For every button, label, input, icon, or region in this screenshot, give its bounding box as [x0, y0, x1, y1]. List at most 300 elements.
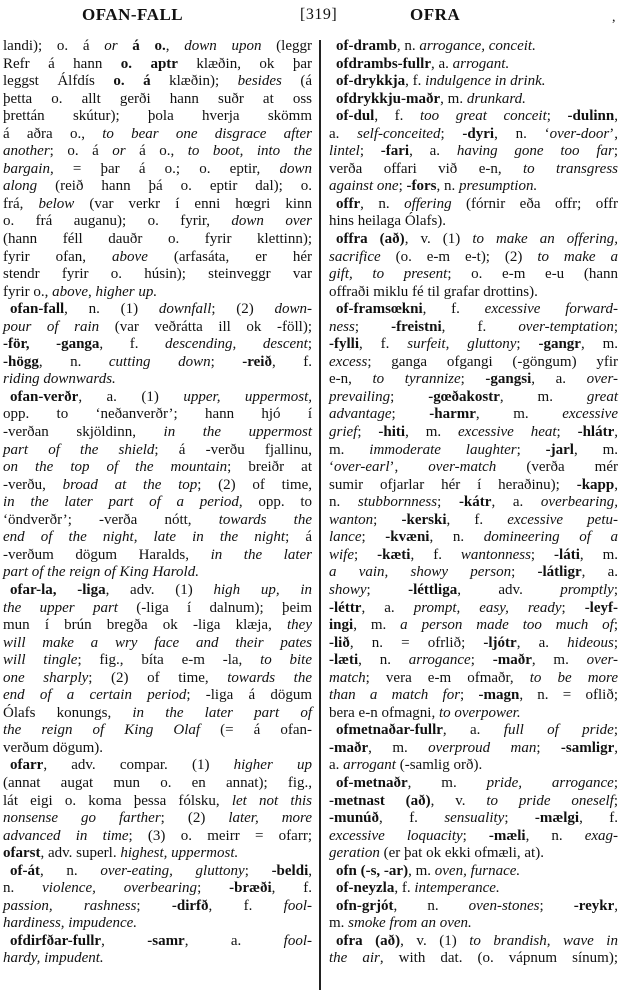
body-text: opp. to ‘neðanverðr’; hann hjó í: [3, 406, 312, 423]
right-column-line: [329, 284, 618, 302]
headword-text: -ljótr: [483, 634, 517, 651]
body-text: , f.: [579, 810, 618, 827]
headword-text: -för, -ganga: [3, 336, 100, 353]
body-text: , f.: [271, 353, 312, 370]
left-column-line: [3, 722, 312, 740]
headword-text: offra (að): [336, 231, 405, 248]
definition-text: hideous: [567, 634, 614, 651]
left-column-line: [3, 564, 312, 582]
body-text: ;: [536, 739, 561, 756]
definition-text: offering: [404, 195, 452, 212]
body-text: , a.: [409, 143, 457, 160]
body-text: ;: [460, 687, 479, 704]
definition-text: they: [287, 617, 312, 634]
body-text: , n.: [429, 529, 484, 546]
headword-text: -reið: [242, 353, 272, 370]
headword-text: -mælgi: [534, 810, 580, 827]
body-text: ; (2) of time,: [197, 476, 312, 493]
body-text: , m.: [499, 388, 587, 405]
body-text: ; breiðr at: [227, 459, 312, 476]
headword-text: ofdrykkju-maðr: [336, 90, 441, 107]
headword-text: -láti: [554, 546, 580, 563]
body-text: (fórnir eða offr; offr: [451, 195, 618, 212]
headword-text: -dyri: [462, 125, 495, 142]
headword-text: -kapp: [576, 476, 615, 493]
body-text: lát eigi o. koma þessa fólsku,: [3, 792, 232, 809]
body-text: , v. (1): [404, 231, 473, 248]
body-text: , f.: [394, 880, 415, 897]
definition-text: drunkard.: [466, 90, 526, 107]
body-text: (leggr: [261, 38, 312, 54]
body-text: ; -liga á dögum: [186, 687, 312, 704]
left-column-line: [3, 266, 312, 284]
body-text: , f.: [271, 880, 313, 897]
body-text: leggst Álfdís: [3, 73, 114, 90]
left-column-line: [3, 617, 312, 635]
right-column-line: [329, 933, 618, 951]
body-text: m.: [329, 441, 370, 458]
definition-text: violence, overbearing: [42, 880, 198, 897]
body-text: , m.: [440, 90, 467, 107]
left-column-line: [3, 161, 312, 179]
right-column-line: [329, 793, 618, 811]
left-column-line: [3, 196, 312, 214]
body-text: fyrir o.,: [3, 283, 53, 300]
definition-text: overbearing,: [540, 494, 618, 511]
definition-text: to be more: [529, 669, 618, 686]
right-column-line: [329, 38, 618, 56]
left-column-line: [3, 371, 312, 389]
body-text: ,: [101, 932, 148, 949]
body-text: , m.: [353, 617, 401, 634]
definition-text: intemperance.: [414, 880, 500, 897]
headword-text: of-framsœkni: [336, 301, 423, 318]
definition-text: the reign of King Olaf: [3, 722, 201, 739]
body-text: ;: [539, 897, 574, 914]
definition-text: smoke from an oven.: [348, 915, 472, 932]
headword-text: -látligr: [537, 564, 582, 581]
right-column-line: [329, 863, 618, 881]
body-text: , a.: [516, 634, 568, 651]
body-text: ; (2) of time,: [88, 669, 228, 686]
left-column-line: [3, 582, 312, 600]
left-column-line: [3, 213, 312, 231]
right-column-line: [329, 950, 618, 968]
body-text: klæðin, ok þar: [177, 55, 312, 72]
right-column-line: [329, 371, 618, 389]
left-column-line: [3, 898, 312, 916]
definition-text: let not this: [231, 792, 313, 809]
left-column-line: [3, 880, 312, 898]
body-text: ,: [614, 108, 618, 125]
body-text: , a.: [491, 494, 541, 511]
body-text: ,: [308, 862, 312, 879]
body-text: á o.,: [125, 143, 188, 160]
body-text: (annat augat mun o. en annat); fig.,: [3, 774, 312, 791]
body-text: ;: [361, 529, 386, 546]
right-guide-word: OFRA: [410, 5, 461, 24]
definition-text: arrogant: [343, 757, 396, 774]
left-column-line: [3, 863, 312, 881]
headword-text: -samligr: [560, 739, 615, 756]
definition-text: prompt, easy, ready: [413, 599, 562, 616]
right-column-line: [329, 126, 618, 144]
definition-text: end of a certain period: [3, 687, 187, 704]
headword-text: -læti: [329, 652, 359, 669]
left-column-line: [3, 740, 312, 758]
left-column-line: [3, 56, 312, 74]
body-text: bera e-n ofmagni,: [329, 704, 439, 721]
body-text: , f.: [359, 336, 408, 353]
left-column-line: [3, 231, 312, 249]
left-column-line: [3, 494, 312, 512]
body-text: , n.: [40, 862, 101, 879]
body-text: fyrir ofan,: [3, 248, 113, 265]
body-text: (reið hann þá o. eptir dal); o.: [37, 178, 312, 195]
headword-text: -fari: [380, 143, 410, 160]
left-column-line: [3, 442, 312, 460]
definition-text: part of the reign of King Harold.: [3, 564, 199, 581]
definition-text: domineering of a: [483, 529, 619, 546]
headword-text: of-át: [10, 862, 40, 879]
definition-text: nonsense go farther: [3, 810, 161, 827]
right-column-line: [329, 529, 618, 547]
left-column-line: [3, 547, 312, 565]
left-column-line: [3, 600, 312, 618]
body-text: landi); o. á: [3, 38, 105, 54]
headword-text: -samr: [147, 932, 185, 949]
headword-text: -léttliga: [408, 581, 458, 598]
definition-text: gift, to present: [329, 266, 448, 283]
headword-text: ofdrambs-fullr: [336, 55, 431, 72]
definition-text: higher up.: [95, 283, 158, 300]
headword-text: of-drykkja: [336, 73, 406, 90]
body-text: frá,: [3, 195, 39, 212]
right-column-line: [329, 91, 618, 109]
right-column-line: [329, 512, 618, 530]
definition-text: ness: [329, 318, 355, 335]
definition-text: over-door: [549, 125, 610, 142]
definition-text: over-temptation: [518, 318, 614, 335]
definition-text: than a match for: [329, 687, 461, 704]
body-text: (-samlig orð).: [395, 757, 483, 774]
definition-text: cutting down: [108, 353, 211, 370]
headword-text: o. aptr: [120, 55, 178, 72]
left-column-line: [3, 687, 312, 705]
body-text: ; (2): [211, 301, 275, 318]
headword-text: ofan-verðr: [10, 388, 79, 405]
body-text: ,: [614, 897, 618, 914]
right-column-line: [329, 406, 618, 424]
body-text: ;: [197, 880, 230, 897]
body-text: , f.: [422, 301, 485, 318]
body-text: (var veðrátta ill ok -föll);: [99, 318, 312, 335]
body-text: m.: [329, 915, 349, 932]
definition-text: high up, in: [213, 581, 312, 598]
body-text: , f.: [374, 108, 421, 125]
left-column-line: [3, 301, 312, 319]
definition-text: to pride oneself: [486, 792, 614, 809]
body-text: , m.: [368, 739, 429, 756]
body-text: ;: [398, 178, 407, 195]
body-text: ’,: [389, 459, 429, 476]
body-text: , n. = ofrlið;: [349, 634, 484, 651]
right-column-line: [329, 810, 618, 828]
right-column-line: [329, 547, 618, 565]
right-column-line: [329, 424, 618, 442]
definition-text: fool-: [283, 897, 312, 914]
definition-text: pride, arrogance: [486, 774, 614, 791]
left-column-line: [3, 512, 312, 530]
body-text: n.: [329, 494, 358, 511]
headword-text: o. á: [113, 73, 151, 90]
body-text: , f.: [379, 810, 445, 827]
definition-text: down: [279, 160, 312, 177]
body-text: , a.: [531, 371, 587, 388]
body-text: ;: [546, 108, 568, 125]
left-column-line: [3, 459, 312, 477]
left-guide-word: OFAN-FALL: [82, 5, 184, 24]
definition-text: advantage: [329, 406, 392, 423]
definition-text: to brandish, wave in: [469, 932, 618, 949]
right-column-line: [329, 582, 618, 600]
left-column-line: [3, 91, 312, 109]
body-text: ;: [613, 774, 618, 791]
definition-text: to overpower.: [438, 704, 521, 721]
right-column-line: [329, 705, 618, 723]
left-column-line: [3, 933, 312, 951]
left-column-line: [3, 810, 312, 828]
right-column-line: [329, 459, 618, 477]
definition-text: part of the shield: [3, 441, 155, 458]
definition-text: besides: [237, 73, 282, 90]
headword-text: ofra (að): [336, 932, 401, 949]
left-column-line: [3, 477, 312, 495]
left-column-line: [3, 424, 312, 442]
definition-text: a person made too much of: [400, 617, 614, 634]
right-column-line: [329, 564, 618, 582]
body-text: ;: [516, 336, 539, 353]
definition-text: prevailing: [329, 388, 391, 405]
left-column-line: [3, 126, 312, 144]
body-text: ; o. á: [49, 143, 113, 160]
body-text: a.: [329, 125, 358, 142]
body-text: , m.: [405, 424, 459, 441]
column-divider: [319, 40, 321, 990]
left-column-line: [3, 828, 312, 846]
body-text: offraði miklu fé til grafar drottins).: [329, 283, 538, 300]
body-text: , n.: [360, 195, 405, 212]
body-text: , adv. (1): [105, 581, 214, 598]
body-text: , n.: [436, 178, 460, 195]
body-text: ;: [613, 143, 618, 160]
right-column-line: [329, 266, 618, 284]
right-column-line: [329, 687, 618, 705]
body-text: ; (2): [160, 810, 229, 827]
body-text: ;: [556, 424, 578, 441]
definition-text: wife: [329, 546, 354, 563]
headword-text: -mæli: [488, 827, 526, 844]
body-text: (o. e-m e-t); (2): [380, 248, 538, 265]
headword-text: ofan-fall: [10, 301, 65, 318]
definition-text: over-eating, gluttony: [100, 862, 245, 879]
left-column-line: [3, 950, 312, 968]
left-column-line: [3, 915, 312, 933]
body-text: ; ganga ofgangi (-göngum) yfir: [367, 353, 618, 370]
headword-text: -kátr: [458, 494, 492, 511]
body-text: , adv. compar. (1): [43, 757, 234, 774]
headword-text: of-metnaðr: [336, 774, 408, 791]
body-text: (arfasáta, er hér: [147, 248, 312, 265]
body-text: þrettán skútur); þola hverja skömm: [3, 108, 312, 125]
body-text: ‘öndverðr’; -verða nótt,: [3, 511, 219, 528]
right-column-line: [329, 880, 618, 898]
definition-text: highest, uppermost.: [120, 845, 239, 862]
body-text: ;: [440, 125, 463, 142]
headword-text: -léttr: [329, 599, 362, 616]
body-text: ;: [354, 546, 378, 563]
body-text: , m.: [580, 336, 619, 353]
body-text: , a.: [442, 722, 504, 739]
headword-text: -bræði: [229, 880, 272, 897]
definition-text: in the uppermost: [163, 424, 312, 441]
definition-text: over-match: [428, 459, 497, 476]
headword-text: -dulinn: [567, 108, 615, 125]
body-text: ;: [390, 388, 429, 405]
headword-text: -beldi: [271, 862, 309, 879]
body-text: (er þat ok ekki ofmæli, at).: [379, 845, 544, 862]
body-text: , n.: [525, 827, 585, 844]
headword-text: -magn: [478, 687, 520, 704]
right-column-line: [329, 56, 618, 74]
definition-text: along: [3, 178, 38, 195]
definition-text: advanced in time: [3, 827, 129, 844]
definition-text: sensuality: [444, 810, 505, 827]
headword-text: á o.: [117, 38, 166, 54]
headword-text: -kæti: [377, 546, 411, 563]
definition-text: down over: [231, 213, 312, 230]
body-text: ;: [460, 371, 486, 388]
body-text: ;: [613, 617, 619, 634]
definition-text: to transgress: [522, 160, 618, 177]
definition-text: the upper part: [3, 599, 118, 616]
left-column-line: [3, 284, 312, 302]
body-text: , f.: [208, 897, 284, 914]
definition-text: fool-: [283, 932, 312, 949]
definition-text: to boot, into the: [187, 143, 312, 160]
right-column-line: [329, 336, 618, 354]
body-text: , f.: [405, 73, 426, 90]
right-column-line: [329, 898, 618, 916]
right-column-line: [329, 231, 618, 249]
definition-text: the air: [329, 950, 380, 967]
left-column-line: [3, 845, 312, 863]
headword-text: ofdirfðar-fullr: [10, 932, 102, 949]
left-column-line: [3, 178, 312, 196]
body-text: -verðum dögum Haralds,: [3, 546, 211, 563]
definition-text: in the later part of: [132, 704, 312, 721]
body-text: ;: [437, 494, 459, 511]
headword-text: -fylli: [329, 336, 359, 353]
definition-text: above: [52, 283, 88, 300]
body-text: ;: [391, 406, 430, 423]
body-text: stendr fyrir o. húsin); steinveggr var: [3, 266, 312, 283]
definition-text: wanton: [329, 511, 374, 528]
right-column-line: [329, 600, 618, 618]
right-column-line: [329, 740, 618, 758]
body-text: (-liga í dalnum); þeim: [117, 599, 312, 616]
left-column-line: [3, 389, 312, 407]
headword-text: -maðr: [329, 739, 369, 756]
body-text: ;: [210, 353, 243, 370]
right-column-line: [329, 178, 618, 196]
left-column-line: [3, 705, 312, 723]
left-column: [3, 38, 312, 968]
right-column-line: [329, 722, 618, 740]
definition-text: towards the: [227, 669, 312, 686]
body-text: ,: [614, 424, 618, 441]
definition-text: down upon: [184, 38, 262, 54]
body-text: (= á ofan-: [200, 722, 312, 739]
body-text: ; fig., bíta e-m -la,: [77, 652, 261, 669]
body-text: , = þar á o.; o. eptir,: [49, 160, 280, 177]
body-text: ;: [613, 634, 618, 651]
body-text: ,: [87, 283, 96, 300]
body-text: ; o. e-m e-u (hann: [447, 266, 618, 283]
headword-text: of-dramb: [336, 38, 397, 54]
definition-text: immoderate laughter: [369, 441, 517, 458]
body-text: , n.: [38, 353, 109, 370]
definition-text: arrogance: [408, 652, 471, 669]
definition-text: upper, uppermost,: [183, 388, 312, 405]
definition-text: lance: [329, 529, 362, 546]
body-text: ,: [165, 38, 185, 54]
right-column-line: [329, 213, 618, 231]
definition-text: oven-stones: [468, 897, 540, 914]
definition-text: will make a wry face and their pates: [3, 634, 312, 651]
definition-text: towards the: [218, 511, 312, 528]
definition-text: another: [3, 143, 50, 160]
definition-text: downfall: [158, 301, 212, 318]
body-text: , m.: [408, 862, 435, 879]
right-column-line: [329, 670, 618, 688]
body-text: , adv. superl.: [40, 845, 121, 862]
headword-text: ofn (-s, -ar): [336, 862, 409, 879]
definition-text: oven, furnace.: [434, 862, 521, 879]
definition-text: against one: [329, 178, 399, 195]
right-column: [329, 38, 618, 968]
body-text: -verðu,: [3, 476, 63, 493]
body-text: ;: [136, 897, 172, 914]
definition-text: hardy, impudent.: [3, 950, 104, 967]
definition-text: higher up: [233, 757, 312, 774]
body-text: , m.: [579, 546, 619, 563]
left-column-line: [3, 108, 312, 126]
definition-text: or: [104, 38, 118, 54]
definition-text: to make a: [537, 248, 618, 265]
body-text: ;: [511, 564, 538, 581]
body-text: hins heilaga Ólafs).: [329, 213, 447, 230]
headword-text: -kerski: [401, 511, 447, 528]
definition-text: in the later part of a period: [3, 494, 239, 511]
headword-text: ofar-la, -liga: [10, 581, 106, 598]
headword-text: ofarst: [3, 845, 41, 862]
headword-text: -gœðakostr: [428, 388, 500, 405]
body-text: ;: [504, 810, 535, 827]
body-text: ;: [613, 318, 618, 335]
definition-text: over-earl: [334, 459, 390, 476]
left-column-line: [3, 143, 312, 161]
